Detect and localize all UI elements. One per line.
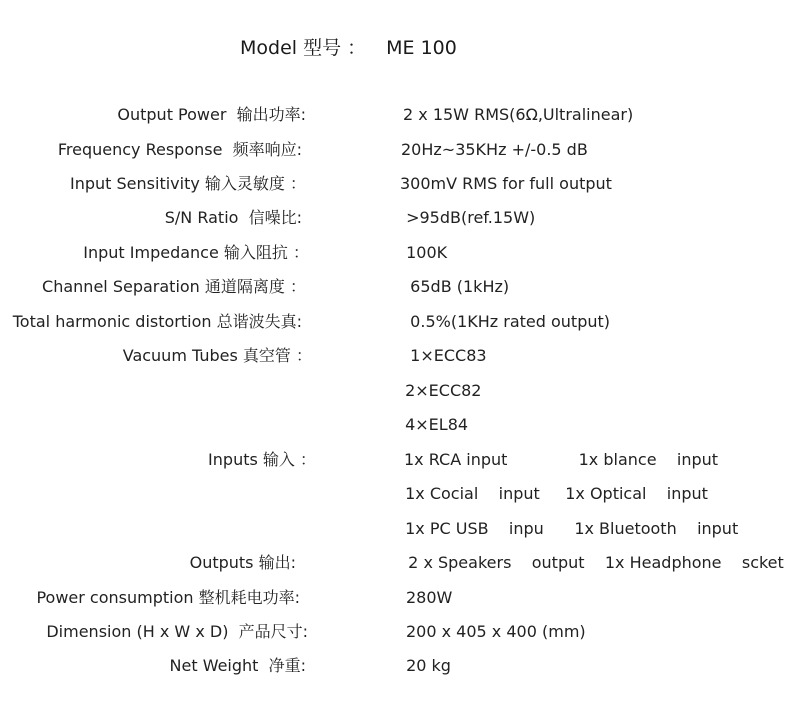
model-label: Model 型号 ：	[240, 37, 367, 59]
spec-label-outputs: Outputs 输出:	[189, 553, 296, 572]
spec-label-inputs: Inputs 输入 ：	[208, 450, 316, 469]
spec-value-dimension: 200 x 405 x 400 (mm)	[406, 622, 586, 641]
spec-value-net-weight: 20 kg	[401, 656, 451, 675]
spec-label-channel-separation: Channel Separation 通道隔离度 ：	[42, 277, 306, 296]
spec-label-thd: Total harmonic distortion 总谐波失真:	[12, 312, 302, 331]
spec-value-channel-separation: 65dB (1kHz)	[400, 277, 510, 296]
spec-label-input-impedance: Input Impedance 输入阻抗 ：	[83, 243, 309, 262]
spec-value-input-impedance: 100K	[401, 243, 448, 262]
page-title	[240, 33, 457, 60]
spec-value-output-power: 2 x 15W RMS(6Ω,Ultralinear)	[403, 105, 634, 124]
spec-value-inputs-line-2: 1x Cocial input 1x Optical input	[400, 484, 708, 503]
spec-label-sn-ratio: S/N Ratio 信噪比:	[164, 208, 302, 227]
spec-value-input-sensitivity: 300mV RMS for full output	[400, 174, 612, 193]
spec-label-input-sensitivity: Input Sensitivity 输入灵敏度 ：	[70, 174, 306, 193]
spec-label-dimension: Dimension (H x W x D) 产品尺寸:	[46, 622, 308, 641]
spec-value-frequency-response: 20Hz~35KHz +/-0.5 dB	[401, 140, 588, 159]
spec-label-power-consumption: Power consumption 整机耗电功率:	[36, 588, 300, 607]
spec-label-net-weight: Net Weight 净重:	[169, 656, 306, 675]
spec-value-thd: 0.5%(1KHz rated output)	[400, 312, 611, 331]
spec-value-tube-1: 1×ECC83	[400, 346, 487, 365]
spec-label-vacuum-tubes: Vacuum Tubes 真空管 ：	[122, 346, 312, 365]
spec-value-tube-2: 2×ECC82	[400, 381, 482, 400]
spec-value-tube-3: 4×EL84	[400, 415, 469, 434]
spec-value-inputs-line-1: 1x RCA input 1x blance input	[404, 450, 719, 469]
spec-value-inputs-line-3: 1x PC USB inpu 1x Bluetooth input	[400, 519, 739, 538]
spec-value-sn-ratio: >95dB(ref.15W)	[401, 208, 536, 227]
spec-label-output-power: Output Power 输出功率:	[117, 105, 306, 124]
spec-label-frequency-response: Frequency Response 频率响应:	[57, 140, 302, 159]
spec-value-outputs: 2 x Speakers output 1x Headphone scket	[398, 553, 784, 572]
model-value: ME 100	[386, 37, 457, 59]
spec-value-power-consumption: 280W	[406, 588, 453, 607]
